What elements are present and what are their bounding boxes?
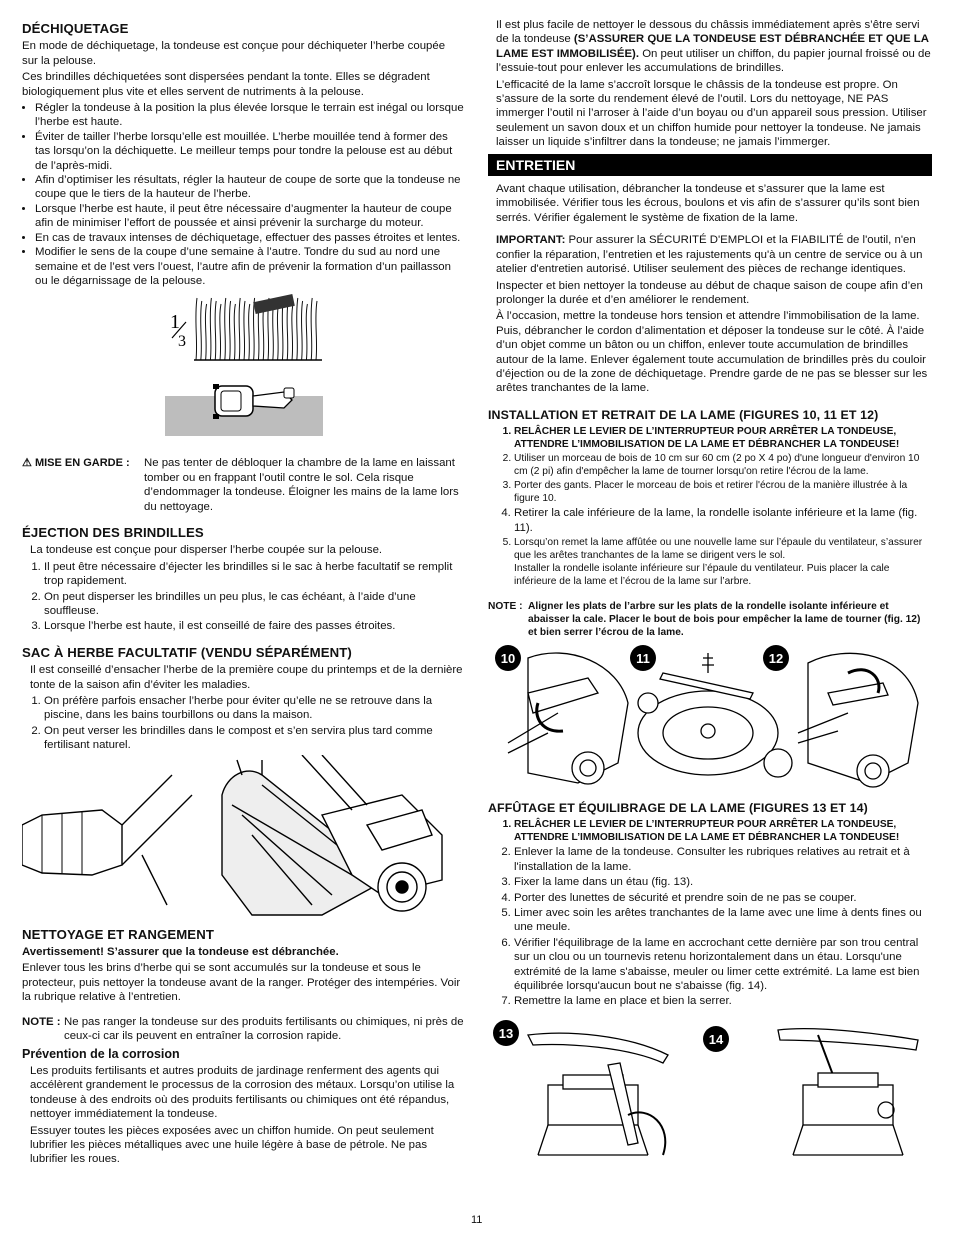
paragraph-warning: Avertissement! S’assurer que la tondeuse est débranchée. — [22, 946, 339, 959]
numbered-list — [488, 818, 932, 1008]
list-item: • En cas de travaux intenses de déchiquetage, effectuer des passes étroites et lentes. — [35, 231, 464, 245]
fraction-denominator: 3 — [178, 333, 186, 351]
grass-blade — [229, 301, 230, 360]
numbered-list — [22, 560, 464, 634]
list-item: • Lorsque l’herbe est haute, il peut être nécessaire d’augmenter la hauteur de coupe afin de minimiser l’effort de poussée et ainsi prévenir la surcharge du moteur. — [35, 202, 464, 231]
list-item: • Éviter de tailler l’herbe lorsqu’elle est mouillée. L’herbe mouillée tend à former des tas lorsqu’on la déchiquette. Le meilleur temps pour tondre la pelouse est au début de l’après-midi. — [35, 130, 464, 173]
list-item: 3. Porter des gants. Placer le morceau de bois et retirer l'écrou de la manière illustrée à la figure 10. — [514, 479, 932, 505]
grass-blade — [196, 298, 197, 360]
svg-text:11: 11 — [636, 650, 650, 666]
paragraph: La tondeuse est conçue pour disperser l’herbe coupée sur la pelouse. — [30, 544, 383, 557]
paragraph: Il est plus facile de nettoyer le dessous du châssis immédiatement après s’être servi de la tondeuse (S’ASSURER QUE LA TONDEUSE EST DÉBRANCHÉE ET QUE LA LAME EST IMMOBILISÉE). On peut utiliser un chiffon, du papier journal froissé ou de l’essuie-tout pour enlever les accumulations de brindilles. — [496, 19, 931, 75]
page-number: 11 — [471, 1214, 483, 1226]
list-item: 1. On préfère parfois ensacher l’herbe pour éviter qu’elle ne se retrouve dans la piscine, dans les bains tourbillons ou dans la maison. — [44, 694, 464, 723]
grass-blade — [244, 301, 245, 360]
note-text: Ne pas ranger la tondeuse sur des produits fertilisants ou chimiques, ni près de ceux-ci car ils peuvent en entraîner la corrosion rapide. — [64, 1015, 464, 1043]
numbered-list — [22, 694, 464, 753]
list-item: 1. RELÂCHER LE LEVIER DE L’INTERRUPTEUR POUR ARRÊTER LA TONDEUSE, ATTENDRE L’IMMOBILISATION DE LA LAME ET DÉBRANCHER LA TONDEUSE! — [514, 818, 932, 844]
svg-text:10: 10 — [500, 650, 516, 666]
paragraph-important: IMPORTANT: Pour assurer la SÉCURITÉ D'EMPLOI et la FIABILITÉ de l'outil, n'en confier la réparation, l’entretien et les rajustements qu'à un centre de service ou à un atelier d'entretien autorisé. Utiliser seulement des pièces de rechange identiques. — [496, 234, 923, 276]
section-title-affutage: AFFÛTAGE ET ÉQUILIBRAGE DE LA LAME (FIGURES 13 ET 14) — [488, 800, 868, 815]
grass-blade — [292, 304, 293, 360]
fraction-numerator: 1 — [170, 311, 180, 334]
paragraph: Il est conseillé d’ensacher l’herbe de la première coupe du printemps et de la dernière tonte de la saison afin d’éviter les maladies. — [30, 664, 463, 691]
list-item: 2. On peut disperser les brindilles un peu plus, le cas échéant, à l’aide d’une souffleuse. — [44, 590, 464, 619]
list-item: 7. Remettre la lame en place et bien la serrer. — [514, 994, 932, 1008]
section-title-nettoyage: NETTOYAGE ET RANGEMENT — [22, 926, 214, 942]
paragraph: Ces brindilles déchiquetées sont dispersées pendant la tonte. Elles se dégradent biologiquement plus vite et elles servent de nutriments à la pelouse. — [22, 71, 430, 98]
grass-blade — [287, 301, 288, 360]
grass-blade — [205, 304, 206, 360]
list-item: 5. Limer avec soin les arêtes tranchantes de la lame avec une lime à dents fines ou une meule. — [514, 906, 932, 935]
right-column — [488, 18, 932, 1165]
figure-badge-10 — [495, 645, 521, 671]
svg-text:13: 13 — [498, 1025, 514, 1041]
note-label: NOTE : — [488, 600, 523, 612]
grass-bag-illustration — [22, 755, 464, 920]
blade-removal-figures — [488, 643, 932, 793]
list-item: 4. Retirer la cale inférieure de la lame, la rondelle isolante inférieure et la lame (fig. 11). — [514, 506, 932, 535]
bullet-list — [22, 101, 464, 288]
grass-blade — [234, 304, 235, 360]
left-column — [22, 18, 464, 1169]
list-item: 2. On peut verser les brindilles dans le compost et s’en servira plus tard comme fertilisant naturel. — [44, 724, 464, 753]
figure-badge-13 — [493, 1020, 519, 1046]
list-item: • Afin d’optimiser les résultats, régler la hauteur de coupe de sorte que la tondeuse ne coupe que le tiers de la hauteur de l’herbe. — [35, 173, 464, 202]
list-item: • Régler la tondeuse à la position la plus élevée lorsque le terrain est inégal ou lorsque l’herbe est haute. — [35, 101, 464, 130]
grass-blade — [301, 301, 302, 360]
list-item: 2. Enlever la lame de la tondeuse. Consulter les rubriques relatives au retrait et à l'installation de la lame. — [514, 845, 932, 874]
svg-text:12: 12 — [768, 650, 784, 666]
list-item: 3. Lorsque l’herbe est haute, il est conseillé de faire des passes étroites. — [44, 619, 464, 633]
paragraph: Les produits fertilisants et autres produits de jardinage renferment des agents qui accélèrent grandement le processus de la corrosion des métaux. Lorsqu’on utilise la tondeuse à des endroits où des produits fertilisants ou chimiques ont été répandus, nettoyer immédiatement la tondeuse. — [30, 1064, 455, 1121]
grass-cutting-height-illustration — [22, 290, 464, 450]
grass-blade — [225, 298, 226, 360]
grass-blade — [297, 298, 298, 360]
blade-sharpening-figures — [488, 1015, 932, 1165]
paragraph: À l’occasion, mettre la tondeuse hors tension et attendre l’immobilisation de la lame. Puis, débrancher le cordon d’alimentation et déposer la tondeuse sur le côté. À l’aide d’un objet comme un bâton ou un chiffon, enlever toute accumulation de brindilles autour de la lame. Enlever également toute accumulation de brindilles près du couloir d’éjection ou de la zone de déchiquetage. Prendre garde de ne pas se blesser sur les arêtes tranchantes de la lame. — [496, 310, 928, 395]
section-title-ejection: ÉJECTION DES BRINDILLES — [22, 524, 204, 540]
grass-blade — [311, 298, 312, 360]
warning-box — [22, 456, 464, 514]
grass-blade — [249, 304, 250, 360]
grass-blade — [210, 298, 211, 360]
figure-badge-11 — [630, 645, 656, 671]
list-item: 6. Vérifier l'équilibrage de la lame en accrochant cette dernière par son trou central sur un clou ou un tournevis retenu horizontalement dans un étau. Lorsqu'une extrémité de la lame s'abaisse, meuler ou limer cette extrémité. La lame est bien équilibrée lorsqu'aucun bout ne s'abaisse (fig. 14). — [514, 936, 932, 994]
note-text: Aligner les plats de l’arbre sur les plats de la rondelle isolante inférieure et abaisser la cale. Placer le bout de bois pour empêcher la lame de tourner (fig. 12) et bien serrer l’écrou de la lame. — [528, 600, 921, 638]
list-item: 1. Il peut être nécessaire d’éjecter les brindilles si le sac à herbe facultatif se remplit trop rapidement. — [44, 560, 464, 589]
list-item: 4. Porter des lunettes de sécurité et prendre soin de ne pas se couper. — [514, 891, 932, 905]
figure-badge-12 — [763, 645, 789, 671]
grass-blade — [277, 304, 278, 360]
warning-triangle-icon: ⚠ — [22, 457, 32, 470]
list-item: 3. Fixer la lame dans un étau (fig. 13). — [514, 875, 932, 889]
section-title-dechiquetage: DÉCHIQUETAGE — [22, 21, 129, 36]
list-item: 2. Utiliser un morceau de bois de 10 cm sur 60 cm (2 po X 4 po) d'une longueur d'environ 10 cm (2 pi) afin d'empêcher la lame de tourner lorsqu'on retire l'écrou de la lame. — [514, 452, 932, 478]
warning-text: Ne pas tenter de débloquer la chambre de la lame en laissant tomber ou en frappant l’outil contre le sol. Cela risque d’endommager la tondeuse. Éloigner les mains de la lame lors du nettoyage. — [144, 457, 459, 513]
figure-badge-14 — [703, 1026, 729, 1052]
svg-text:14: 14 — [708, 1031, 724, 1047]
paragraph: Inspecter et bien nettoyer la tondeuse au début de chaque saison de coupe afin d’en prolonger la durée et d’en améliorer le rendement. — [496, 279, 923, 306]
paragraph: Enlever tous les brins d’herbe qui se sont accumulés sur la tondeuse et sous le protecteur, puis nettoyer la tondeuse avant de la ranger. Protéger des intempéries. Voir la rubrique relative à l’entretien. — [22, 962, 461, 1004]
note-box — [22, 1015, 464, 1044]
grass-blade — [316, 301, 317, 360]
note-box — [488, 600, 932, 639]
paragraph: En mode de déchiquetage, la tondeuse est conçue pour déchiqueter l’herbe coupée sur la pelouse. — [22, 40, 446, 67]
grass-blade — [215, 301, 216, 360]
list-item: 1. RELÂCHER LE LEVIER DE L’INTERRUPTEUR POUR ARRÊTER LA TONDEUSE, ATTENDRE L’IMMOBILISATION DE LA LAME ET DÉBRANCHER LA TONDEUSE! — [514, 425, 932, 451]
list-item: • Modifier le sens de la coupe d’une semaine à l’autre. Tondre du sud au nord une semaine et de l’est vers l’ouest, l’autre afin de prévenir la formation d’un paillasson ou le dégarnissage de la pelouse. — [35, 245, 464, 288]
paragraph: Essuyer toutes les pièces exposées avec un chiffon humide. On peut seulement lubrifier les pièces métalliques avec une huile légère à base de pétrole. Ne pas lubrifier les roues. — [30, 1124, 434, 1166]
section-title-entretien: ENTRETIEN — [488, 154, 932, 176]
numbered-list — [488, 425, 932, 588]
paragraph: L’efficacité de la lame s’accroît lorsque le châssis de la tondeuse est propre. On s’assure de la sorte du rendement élevé de l’outil. Lors du nettoyage, NE PAS immerger l’outil ni l’arroser à l’aide d’un boyau ou d’un appareil sous pression. Utiliser seulement un savon doux et un chiffon humide pour nettoyer la tondeuse. Ne jamais laisser un liquide s’infiltrer dans la tondeuse; ne jamais l’immerger. — [496, 78, 927, 149]
subsection-title-corrosion: Prévention de la corrosion — [22, 1047, 180, 1062]
section-title-sac: SAC À HERBE FACULTATIF (VENDU SÉPARÉMENT) — [22, 644, 352, 660]
list-item: 5. Lorsqu’on remet la lame affûtée ou une nouvelle lame sur l’épaule du ventilateur, s’assurer que les arêtes tranchantes de la lame se dirigent vers le sol. Installer la rondelle isolante inférieure sur l’épaule du ventilateur. Puis placer la cale inférieure de la lame et l’écrou de la lame sur l’arbre. — [514, 536, 932, 588]
grass-blade — [239, 298, 240, 360]
grass-blade — [201, 301, 202, 360]
grass-blade — [306, 304, 307, 360]
warning-label: MISE EN GARDE : — [34, 457, 130, 470]
grass-blade — [220, 304, 221, 360]
section-title-installation: INSTALLATION ET RETRAIT DE LA LAME (FIGURES 10, 11 ET 12) — [488, 407, 879, 422]
note-label: NOTE : — [22, 1015, 61, 1028]
paragraph: Avant chaque utilisation, débrancher la tondeuse et s’assurer que la lame est immobilisée. Vérifier tous les écrous, boulons et vis afin de s’assurer qu’ils sont bien serrés. Vérifier également le système de fixation de la lame. — [496, 183, 920, 224]
